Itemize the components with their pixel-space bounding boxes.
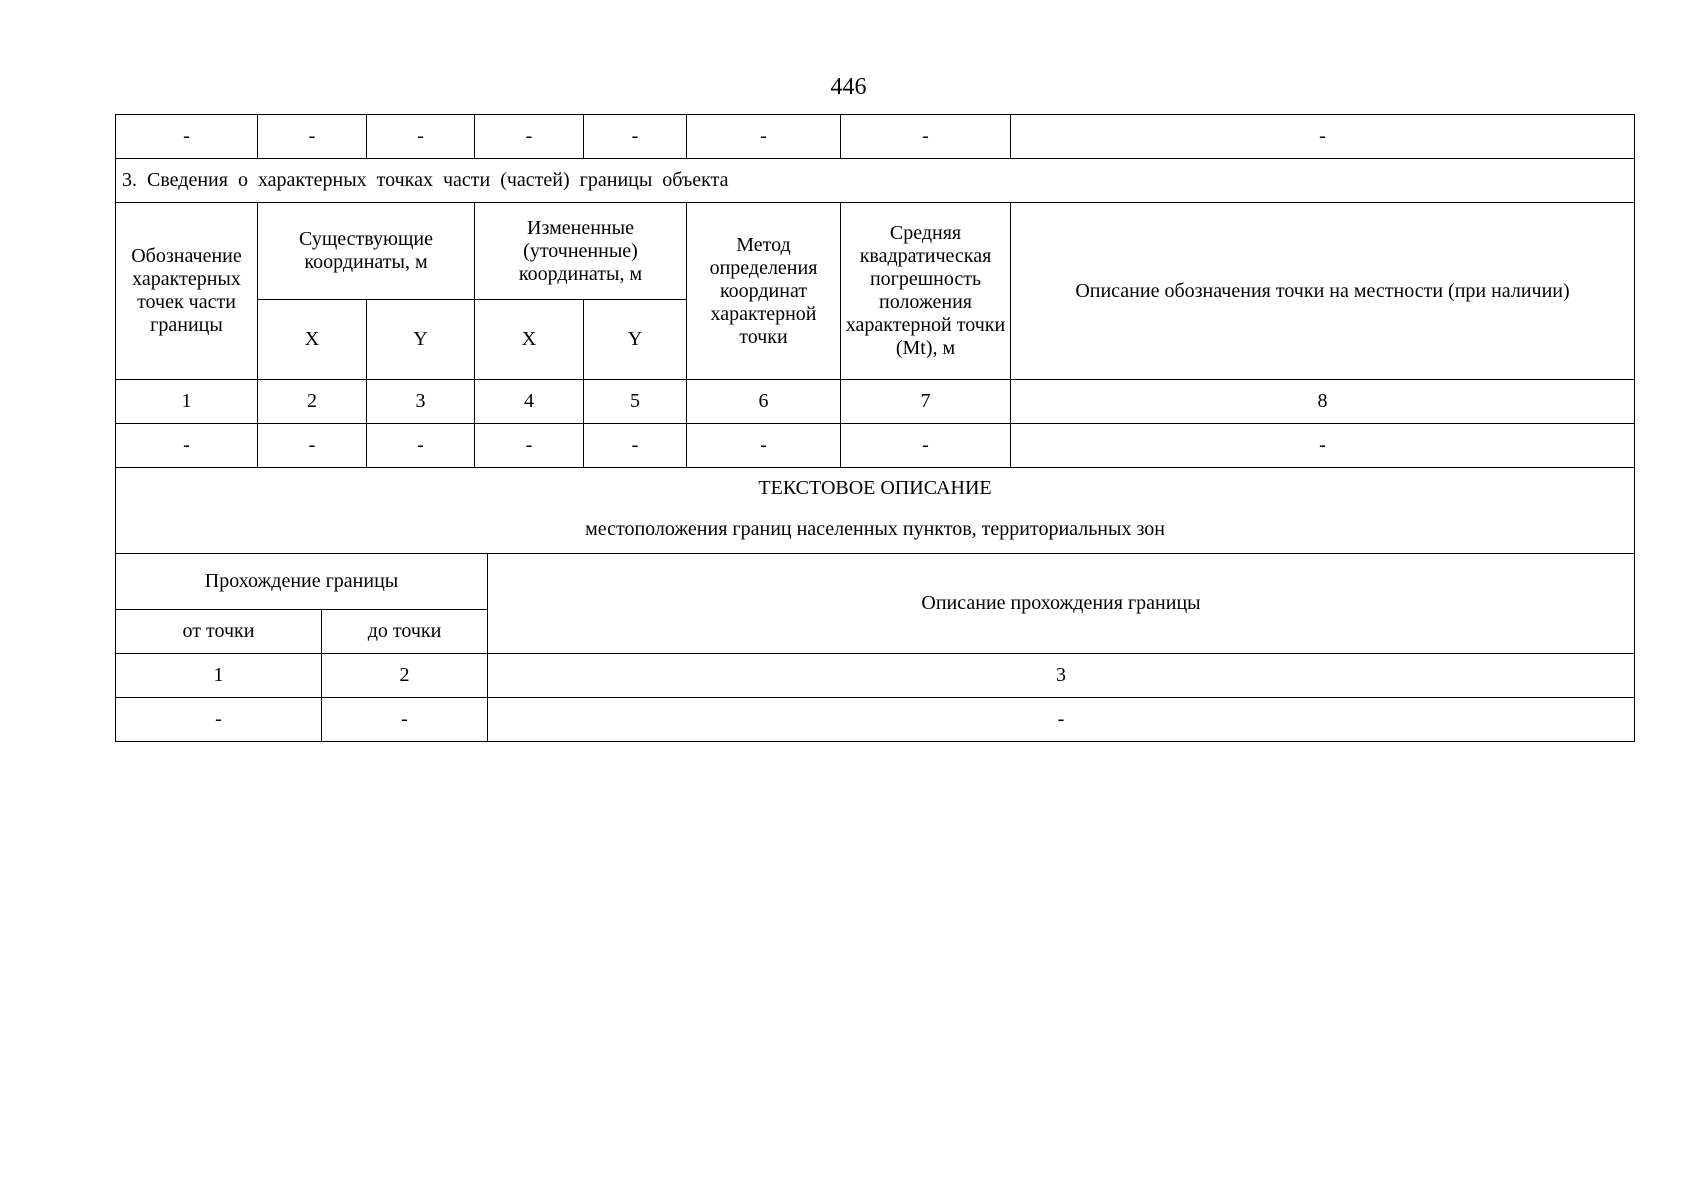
characteristic-points-table <box>115 114 1635 468</box>
header-x-existing: X <box>258 300 367 380</box>
table-row <box>116 424 1635 468</box>
header-y-changed: Y <box>584 300 687 380</box>
table-cell: - <box>841 115 1011 159</box>
table-cell: - <box>584 424 687 468</box>
header-boundary-passage: Прохождение границы <box>116 554 488 610</box>
table-cell: - <box>584 115 687 159</box>
section-title-row <box>116 159 1635 203</box>
column-number: 4 <box>475 380 584 424</box>
table-cell: - <box>258 115 367 159</box>
column-numbers-row <box>116 654 1635 698</box>
text-description-subtitle: местоположения границ населенных пунктов, территориальных зон <box>585 517 1165 540</box>
table-cell: - <box>475 424 584 468</box>
column-number: 3 <box>488 654 1635 698</box>
column-number: 1 <box>116 380 258 424</box>
table-cell: - <box>1011 115 1635 159</box>
header-existing-coords: Существующие координаты, м <box>258 203 475 300</box>
header-row <box>116 203 1635 300</box>
table-cell: - <box>116 424 258 468</box>
table-cell: - <box>116 115 258 159</box>
column-number: 2 <box>258 380 367 424</box>
table-cell: - <box>687 424 841 468</box>
text-description-header-row <box>116 468 1635 554</box>
page-number: 446 <box>830 74 867 100</box>
header-passage-description: Описание прохождения границы <box>488 554 1635 654</box>
section-title: 3. Сведения о характерных точках части (частей) границы объекта <box>116 159 1635 203</box>
boundary-description-table <box>115 467 1635 742</box>
table-cell: - <box>475 115 584 159</box>
column-number: 1 <box>116 654 322 698</box>
table-row <box>116 115 1635 159</box>
table-cell: - <box>1011 424 1635 468</box>
table-cell: - <box>841 424 1011 468</box>
table-cell: - <box>116 698 322 742</box>
header-from-point: от точки <box>116 610 322 654</box>
column-numbers-row <box>116 380 1635 424</box>
table-cell: - <box>367 424 475 468</box>
header-row <box>116 554 1635 610</box>
column-number: 7 <box>841 380 1011 424</box>
table-cell: - <box>687 115 841 159</box>
text-description-title: ТЕКСТОВОЕ ОПИСАНИЕ <box>758 476 992 499</box>
column-number: 5 <box>584 380 687 424</box>
header-mean-error: Средняя квадратическая погрешность положения характерной точки (Mt), м <box>841 203 1011 380</box>
table-cell: - <box>322 698 488 742</box>
header-method: Метод определения координат характерной точки <box>687 203 841 380</box>
table-cell: - <box>258 424 367 468</box>
table-row <box>116 698 1635 742</box>
column-number: 2 <box>322 654 488 698</box>
header-changed-coords: Измененные (уточненные) координаты, м <box>475 203 687 300</box>
column-number: 3 <box>367 380 475 424</box>
header-description: Описание обозначения точки на местности (при наличии) <box>1011 203 1635 380</box>
header-y-existing: Y <box>367 300 475 380</box>
column-number: 8 <box>1011 380 1635 424</box>
table-cell: - <box>367 115 475 159</box>
header-x-changed: X <box>475 300 584 380</box>
table-cell: - <box>488 698 1635 742</box>
header-designation: Обозначение характерных точек части границы <box>116 203 258 380</box>
header-to-point: до точки <box>322 610 488 654</box>
column-number: 6 <box>687 380 841 424</box>
text-description-block <box>116 468 1635 554</box>
